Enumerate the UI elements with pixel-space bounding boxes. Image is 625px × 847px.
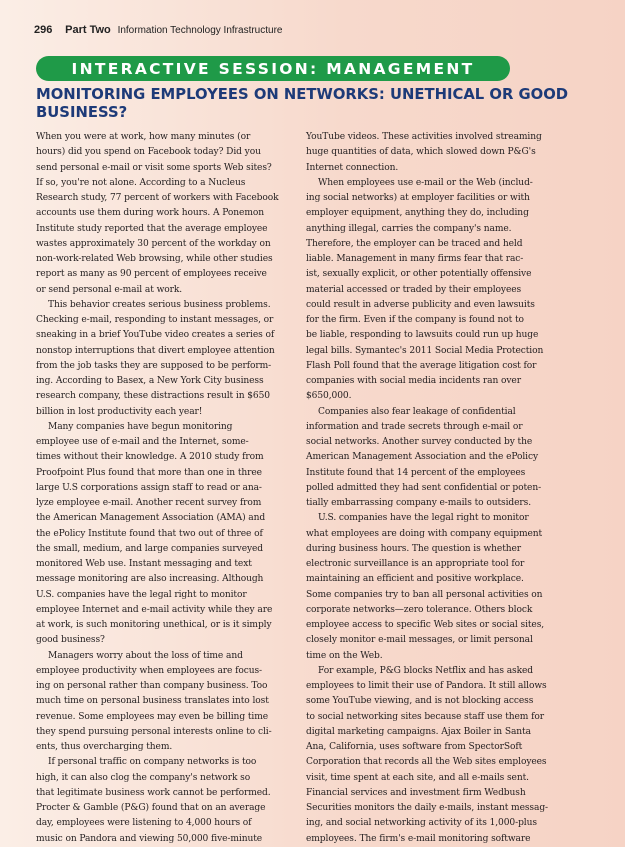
text-line: music on Pandora and viewing 50,000 five-minute: [36, 833, 263, 844]
text-line: Institute found that 14 percent of the employees: [306, 467, 526, 478]
text-line: Procter & Gamble (P&G) found that on an average: [36, 803, 266, 813]
text-line: closely monitor e-mail messages, or limit personal: [306, 635, 533, 646]
text-line: employees to limit their use of Pandora. It still allows: [306, 681, 547, 691]
text-line: U.S. companies have the legal right to monitor: [36, 589, 247, 600]
text-line: employees. The firm's e-mail monitoring software: [306, 833, 531, 844]
text-line: that legitimate business work cannot be performed.: [36, 787, 271, 798]
text-line: electronic surveillance is an appropriate tool for: [306, 559, 525, 569]
text-line: For example, P&G blocks Netflix and has asked: [318, 665, 534, 676]
interactive-session-banner: [36, 56, 510, 81]
text-line: $650,000.: [306, 391, 352, 402]
text-line: huge quantities of data, which slowed down P&G's: [306, 147, 536, 158]
text-line: good business?: [36, 635, 105, 646]
text-line: ist, sexually explicit, or other potentially offensive: [306, 269, 532, 280]
text-line: information and trade secrets through e-mail or: [306, 421, 523, 432]
text-line: Companies also fear leakage of confidential: [318, 406, 516, 417]
text-line: tially embarrassing company e-mails to outsiders.: [306, 498, 531, 508]
text-line: at work, is such monitoring unethical, or is it simply: [36, 620, 272, 630]
text-line: Many companies have begun monitoring: [48, 421, 233, 432]
text-line: for the firm. Even if the company is found not to: [306, 315, 524, 325]
text-line: Institute study reported that the average employee: [36, 223, 268, 234]
text-line: social networks. Another survey conducted by the: [306, 437, 533, 447]
text-line: the ePolicy Institute found that two out of three of: [36, 528, 263, 539]
text-line: Some companies try to ban all personal activities on: [306, 589, 543, 600]
left-text-column: [36, 130, 282, 847]
text-line: time on the Web.: [306, 650, 383, 661]
section-label: Information Technology Infrastructure: [117, 25, 283, 36]
running-header: [34, 24, 282, 36]
text-line: Proofpoint Plus found that more than one in three: [36, 467, 262, 478]
text-line: day, employees were listening to 4,000 hours of: [36, 818, 252, 829]
text-line: Financial services and investment firm Wedbush: [306, 787, 526, 798]
text-line: maintaining an efficient and positive workplace.: [306, 574, 524, 585]
text-line: Flash Poll found that the average litigation cost for: [306, 360, 537, 371]
text-line: liable. Management in many firms fear that rac-: [306, 254, 524, 264]
text-line: large U.S corporations assign staff to read or ana-: [36, 482, 262, 493]
text-line: monitored Web use. Instant messaging and text: [36, 559, 252, 569]
text-line: employer equipment, anything they do, including: [306, 208, 529, 219]
text-line: employee productivity when employees are focus-: [36, 665, 263, 676]
text-line: some YouTube viewing, and is not blocking access: [306, 696, 534, 707]
text-line: lyze employee e-mail. Another recent survey from: [36, 498, 262, 508]
text-line: When employees use e-mail or the Web (includ-: [318, 177, 533, 188]
text-line: during business hours. The question is whether: [306, 543, 522, 554]
text-line: employee use of e-mail and the Internet, some-: [36, 437, 249, 447]
text-line: the American Management Association (AMA) and: [36, 513, 266, 524]
text-line: material accessed or traded by their employees: [306, 284, 522, 295]
text-line: Ana, California, uses software from SpectorSoft: [306, 742, 523, 752]
text-line: Research study, 77 percent of workers with Facebook: [36, 193, 279, 203]
text-line: employee access to specific Web sites or social sites,: [306, 620, 545, 630]
text-line: times without their knowledge. A 2010 study from: [36, 452, 264, 463]
text-line: what employees are doing with company equipment: [306, 528, 543, 539]
text-line: nonstop interruptions that divert employee attention: [36, 345, 275, 356]
text-line: anything illegal, carries the company's name.: [306, 223, 512, 234]
text-line: companies with social media incidents ran over: [306, 376, 521, 386]
text-line: be liable, responding to lawsuits could run up huge: [306, 330, 539, 341]
text-line: employee Internet and e-mail activity while they are: [36, 604, 273, 615]
text-line: ents, thus overcharging them.: [36, 742, 173, 752]
text-line: report as many as 90 percent of employees receive: [36, 269, 267, 280]
text-line: send personal e-mail or visit some sports Web sites?: [36, 162, 272, 173]
text-line: or send personal e-mail at work.: [36, 284, 183, 295]
text-line: Securities monitors the daily e-mails, instant messag-: [306, 803, 549, 813]
text-line: non-work-related Web browsing, while other studies: [36, 254, 273, 264]
text-line: hours) did you spend on Facebook today? Did you: [36, 147, 261, 158]
text-line: could result in adverse publicity and even lawsuits: [306, 299, 535, 310]
text-line: to social networking sites because staff use them for: [306, 711, 545, 722]
text-line: research company, these distractions result in $650: [36, 391, 270, 402]
text-line: revenue. Some employees may even be billing time: [36, 711, 268, 722]
text-line: ing social networks) at employer facilities or with: [306, 193, 530, 203]
text-line: the small, medium, and large companies surveyed: [36, 543, 264, 554]
text-line: much time on personal business translates into lost: [36, 696, 269, 707]
text-line: ing. According to Basex, a New York City business: [36, 376, 264, 386]
text-line: Corporation that records all the Web sites employees: [306, 757, 547, 768]
text-line: from the job tasks they are supposed to be perform-: [36, 360, 272, 371]
right-text-column: [306, 130, 552, 847]
title-line-2: BUSINESS?: [36, 104, 128, 121]
text-line: polled admitted they had sent confidential or poten-: [306, 482, 542, 493]
text-line: ing on personal rather than company business. Too: [36, 681, 268, 691]
text-line: visit, time spent at each site, and all e-mails sent.: [306, 772, 529, 783]
text-line: accounts use them during work hours. A Ponemon: [36, 208, 264, 219]
text-line: corporate networks—zero tolerance. Others block: [306, 604, 533, 615]
text-line: YouTube videos. These activities involved streaming: [306, 132, 542, 142]
text-line: This behavior creates serious business problems.: [48, 299, 271, 310]
text-line: Internet connection.: [306, 162, 399, 173]
text-line: high, it can also clog the company's network so: [36, 772, 251, 783]
text-line: If personal traffic on company networks is too: [48, 757, 257, 768]
text-line: sneaking in a brief YouTube video creates a series of: [36, 330, 275, 341]
text-line: American Management Association and the ePolicy: [306, 452, 539, 463]
text-line: billion in lost productivity each year!: [36, 406, 203, 417]
banner-text: INTERACTIVE SESSION: MANAGEMENT: [71, 59, 475, 78]
text-line: they spend pursuing personal interests online to cli-: [36, 726, 272, 737]
part-label: Part Two: [65, 24, 111, 36]
title-line-1: MONITORING EMPLOYEES ON NETWORKS: UNETHICAL OR GOOD: [36, 86, 569, 103]
text-line: ing, and social networking activity of its 1,000-plus: [306, 818, 537, 829]
text-line: Checking e-mail, responding to instant messages, or: [36, 315, 274, 325]
text-line: Managers worry about the loss of time and: [48, 650, 243, 661]
text-line: wastes approximately 30 percent of the workday on: [36, 238, 271, 249]
text-line: message monitoring are also increasing. Although: [36, 574, 264, 585]
text-line: digital marketing campaigns. Ajax Boiler in Santa: [306, 726, 531, 737]
text-line: When you were at work, how many minutes (or: [36, 132, 251, 142]
text-line: If so, you're not alone. According to a Nucleus: [36, 177, 246, 188]
text-line: U.S. companies have the legal right to monitor: [318, 513, 529, 524]
article-title: [36, 86, 576, 122]
text-line: legal bills. Symantec's 2011 Social Media Protection: [306, 345, 544, 356]
page-number: 296: [34, 24, 53, 36]
text-line: Therefore, the employer can be traced and held: [306, 238, 523, 249]
